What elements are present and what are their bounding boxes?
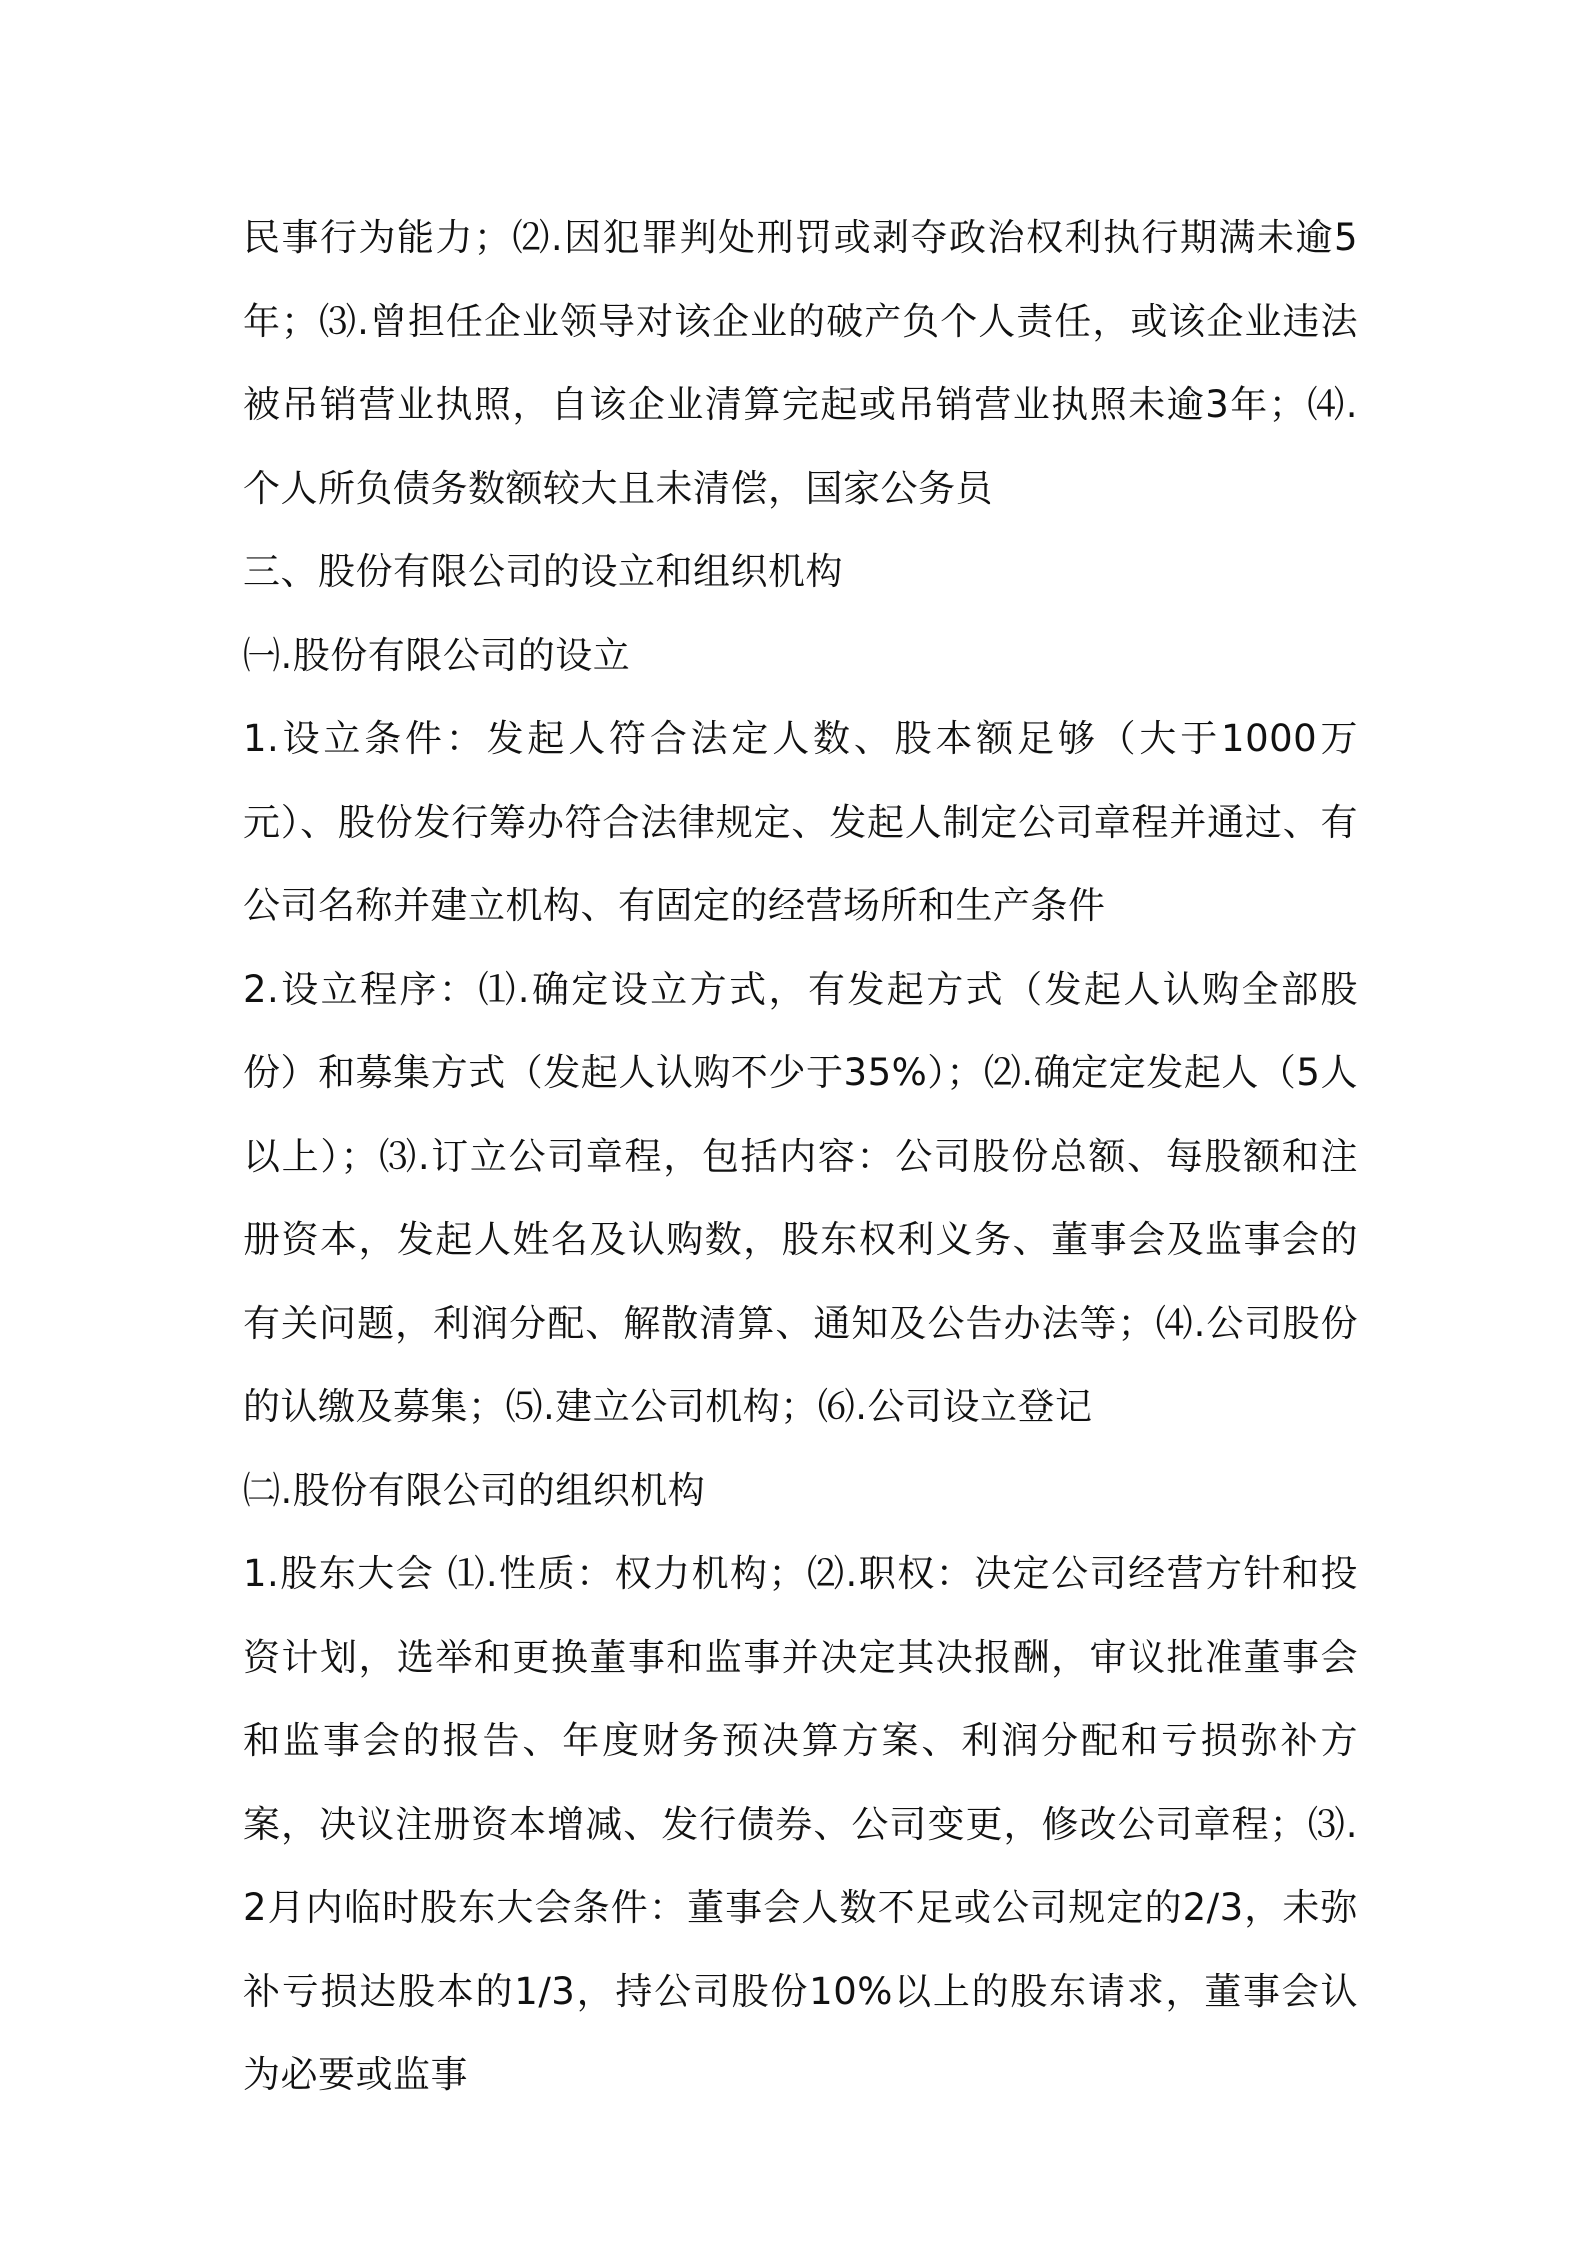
section-heading-3: 三、股份有限公司的设立和组织机构 xyxy=(243,550,843,593)
subsection-heading-2: ㈡.股份有限公司的组织机构 xyxy=(243,1468,706,1512)
paragraph-establishment-conditions: 1.设立条件：发起人符合法定人数、股本额足够（大于1000万元）、股份发行筹办符合法律规定、发起人制定公司章程并通过、有公司名称并建立机构、有固定的经营场所和生产条件 xyxy=(243,717,1358,927)
document-body xyxy=(243,196,1358,2117)
subsection-heading-1: ㈠.股份有限公司的设立 xyxy=(243,633,631,677)
paragraph-shareholders-meeting: 1.股东大会 ⑴.性质：权力机构；⑵.职权：决定公司经营方针和投资计划，选举和更换董事和监事并决定其决报酬，审议批准董事会和监事会的报告、年度财务预决算方案、利润分配和亏损弥补方案，决议注册资本增减、发行债券、公司变更，修改公司章程；⑶.2月内临时股东大会条件：董事会人数不足或公司规定的2/3，未弥补亏损达股本的1/3，持公司股份10%以上的股东请求，董事会认为必要或监事 xyxy=(243,1552,1358,2096)
paragraph-disqualification-conditions: 民事行为能力；⑵.因犯罪判处刑罚或剥夺政治权利执行期满未逾5年；⑶.曾担任企业领导对该企业的破产负个人责任，或该企业违法被吊销营业执照，自该企业清算完起或吊销营业执照未逾3年；⑷.个人所负债务数额较大且未清偿，国家公务员 xyxy=(243,216,1358,510)
paragraph-establishment-procedure: 2.设立程序：⑴.确定设立方式，有发起方式（发起人认购全部股份）和募集方式（发起人认购不少于35%）；⑵.确定定发起人（5人以上）；⑶.订立公司章程，包括内容：公司股份总额、每股额和注册资本，发起人姓名及认购数，股东权利义务、董事会及监事会的有关问题，利润分配、解散清算、通知及公告办法等；⑷.公司股份的认缴及募集；⑸.建立公司机构；⑹.公司设立登记 xyxy=(243,967,1358,1428)
